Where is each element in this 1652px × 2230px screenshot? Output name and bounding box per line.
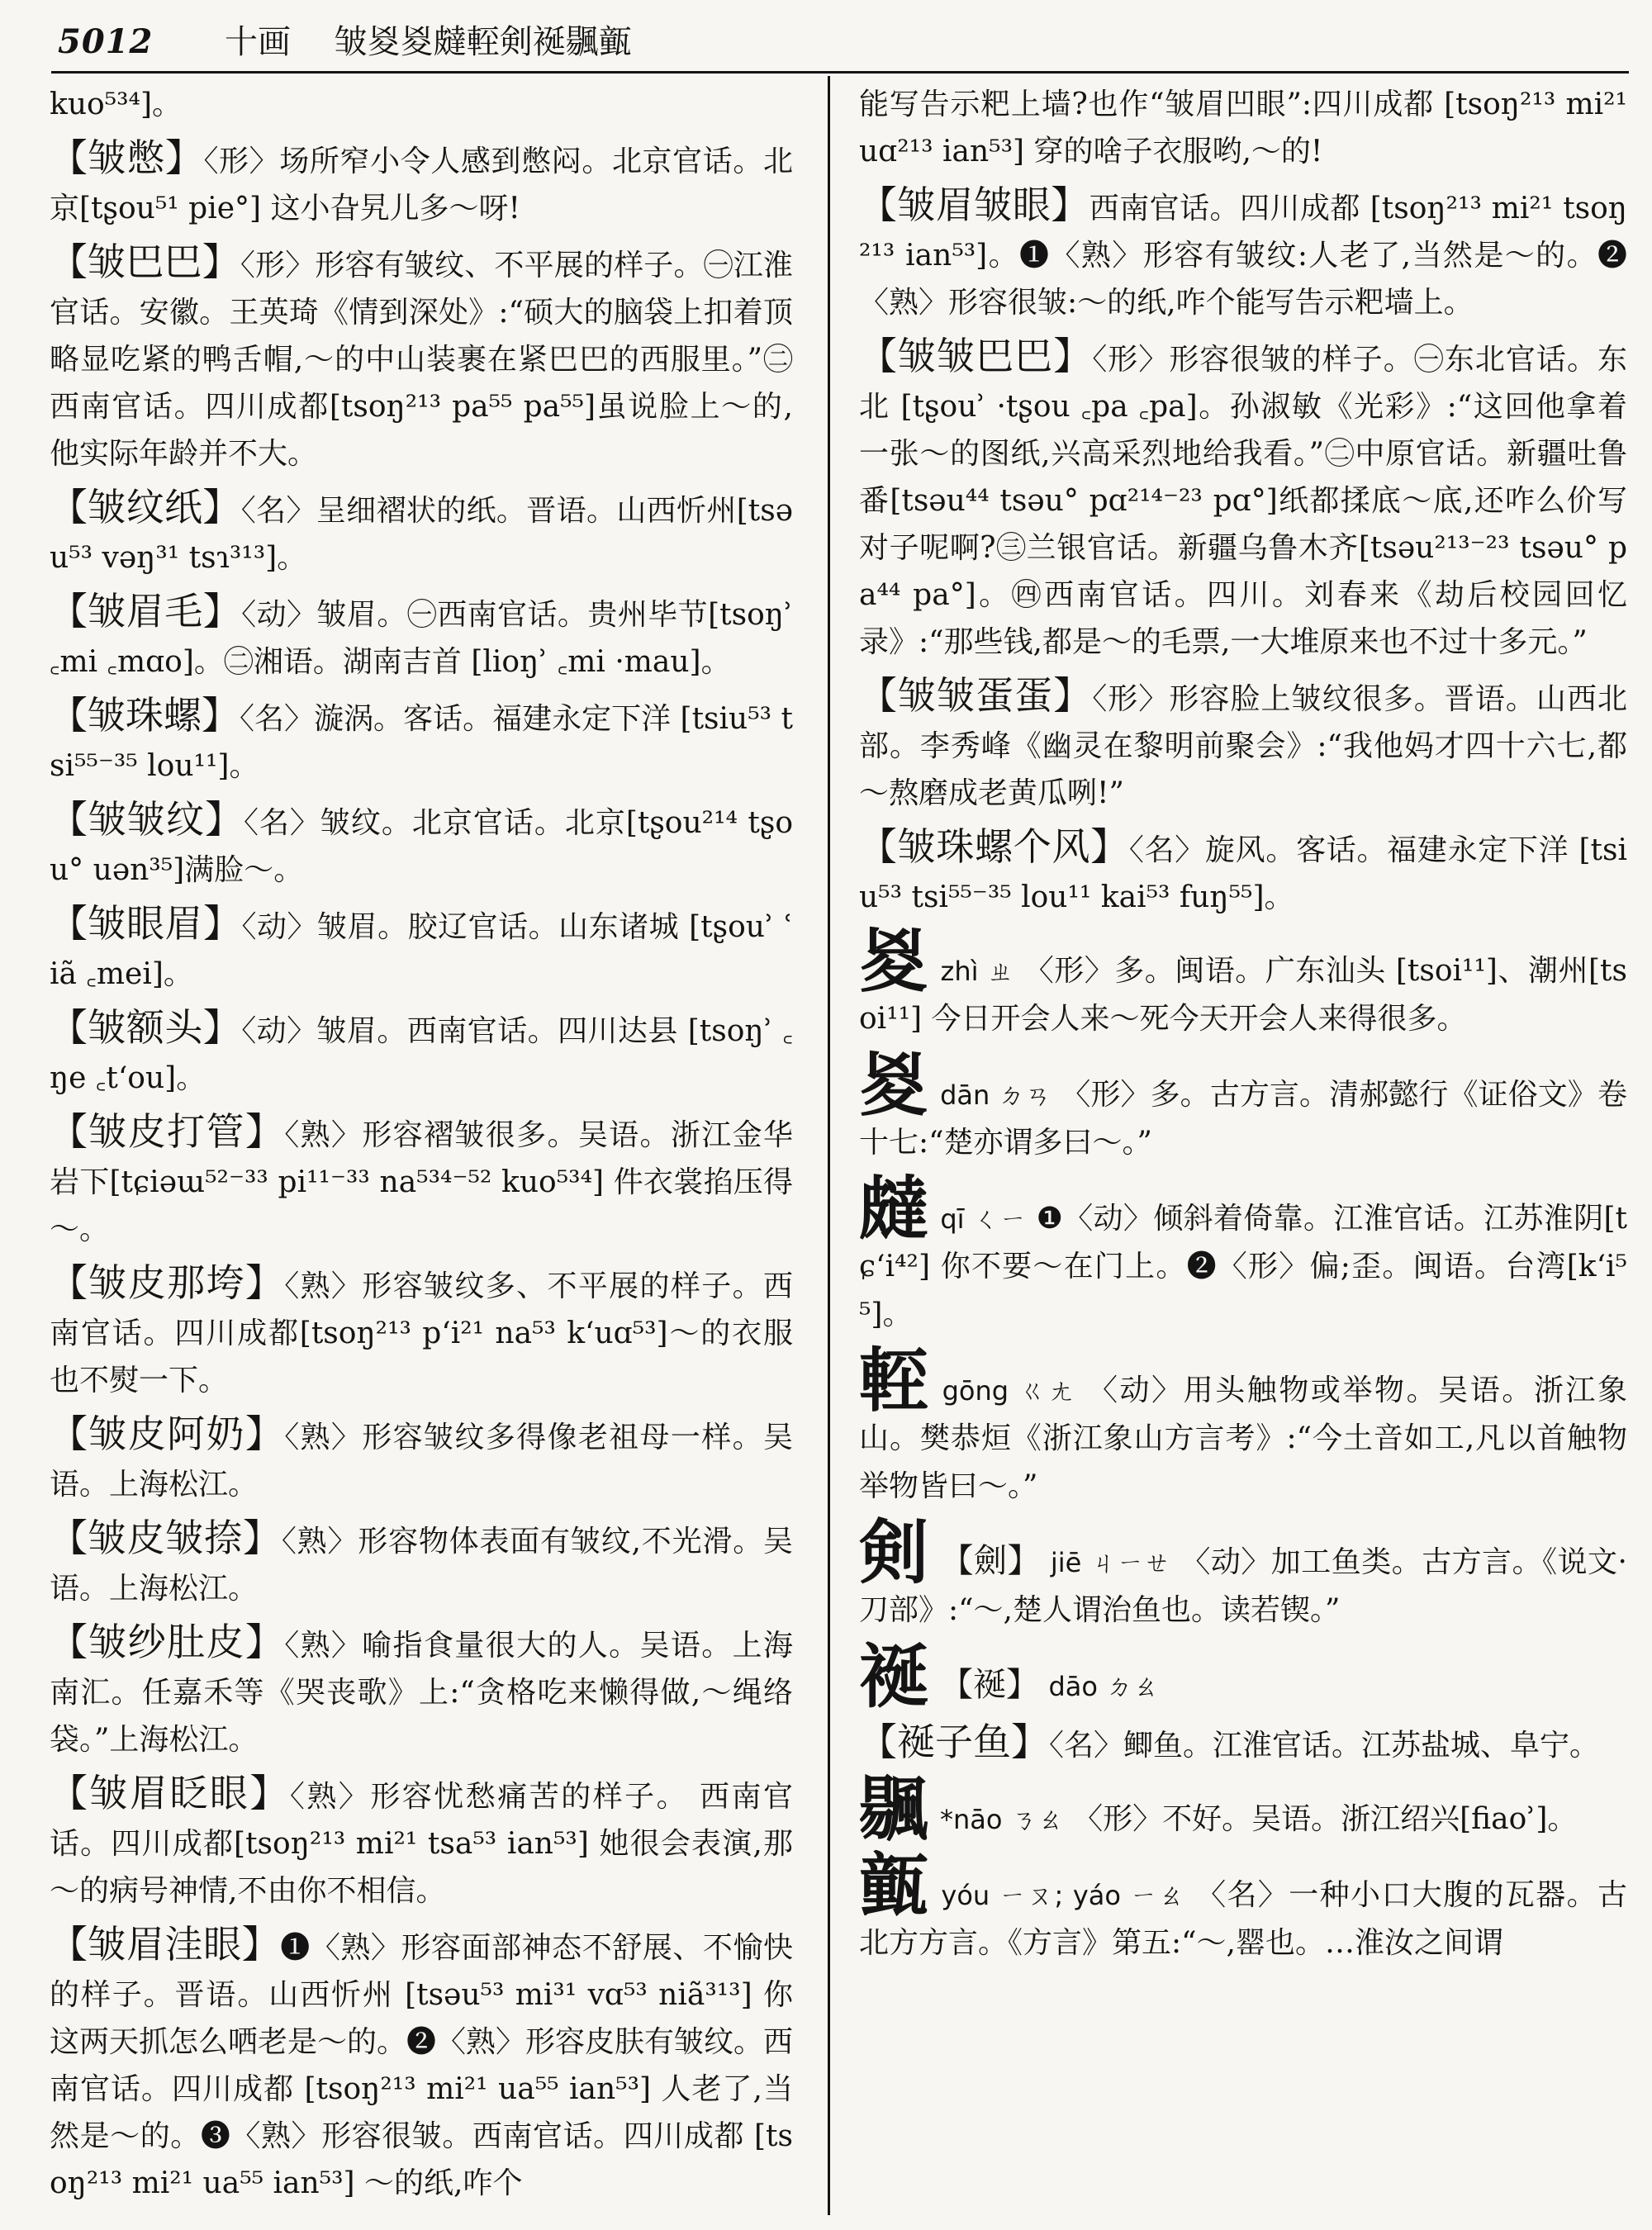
head-character: 䡖	[859, 1340, 931, 1421]
character-entry: 䬗 *nāo ㄋㄠ 〈形〉不好。吴语。浙江绍兴[fiaoʾ]。	[859, 1768, 1578, 1850]
headword: 【皱巴巴】	[50, 240, 240, 284]
entry: 【皱巴巴】〈形〉形容有皱纹、不平展的样子。㊀江淮官话。安徽。王英琦《情到深处》:“硕大的脑袋上扣着顶略显吃紧的鸭舌帽,～的中山装裹在紧巴巴的西服里。”㊁西南官话。四川成都[tsoŋ²¹³ pa⁵⁵ pa⁵⁵]虽说脸上～的,他实际年龄并不大。	[50, 240, 793, 471]
pinyin: dāo ㄉㄠ	[1048, 1671, 1160, 1702]
stroke-count: 十画	[225, 23, 292, 61]
headword: 【皱眼眉】	[50, 901, 242, 946]
headword: 【皱皮打管】	[50, 1109, 285, 1154]
headword: 【皱皮阿奶】	[50, 1412, 285, 1456]
headword: 【䘰子鱼】	[859, 1720, 1049, 1764]
entry: 【皱珠螺个风】〈名〉旋风。客话。福建永定下洋 [tsiu⁵³ tsi⁵⁵⁻³⁵ lou¹¹ kai⁵³ fuŋ⁵⁵]。	[859, 824, 1627, 914]
head-character: 㚇	[859, 1044, 929, 1126]
entry: 能写告示粑上墙?也作“皱眉凹眼”:四川成都 [tsoŋ²¹³ mi²¹ uɑ²¹³ ian⁵³] 穿的啥子衣服哟,～的!	[859, 88, 1627, 168]
character-entry: 㿹qī ㄑㄧ ❶〈动〉倾斜着倚靠。江淮官话。江苏淮阴[tɕ‘i⁴²] 你不要～在门上。❷〈形〉偏;歪。闽语。台湾[k‘i⁵⁵]。	[859, 1168, 1627, 1331]
entry: 【皱皱巴巴】〈形〉形容很皱的样子。㊀东北官话。东北 [tʂouʾ ·tʂou ꜀pa ꜀pa]。孙淑敏《光彩》:“这回他拿着一张～的图纸,兴高采烈地给我看。”㊁中原官话。新疆吐鲁番[tsəu⁴⁴ tsəu° pɑ²¹⁴⁻²³ pɑ°]纸都揉底～底,还咋么价写对子呢啊?㊂兰银官话。新疆乌鲁木齐[tsəu²¹³⁻²³ tsəu° pa⁴⁴ pa°]。㊃西南官话。四川。刘春来《劫后校园回忆录》:“那些钱,都是～的毛票,一大堆原来也不过十多元。”	[859, 334, 1627, 659]
headword: 【皱皱蛋蛋】	[859, 673, 1093, 718]
pinyin: gōng ㄍㄤ	[942, 1375, 1076, 1407]
head-character: 剣	[859, 1511, 929, 1593]
headword: 【皱憋】	[50, 135, 204, 180]
character-entry: 㼿yóu ㄧㄡ; yáo ㄧㄠ 〈名〉一种小口大腹的瓦器。古北方方言。《方言》第五:“～,罂也。…淮汝之间谓	[859, 1844, 1627, 1960]
pinyin: zhì ㄓ	[940, 956, 1014, 987]
entry: kuo⁵³⁴]。	[50, 88, 183, 121]
traditional-form: 【劍】	[940, 1542, 1041, 1580]
headword: 【皱珠螺】	[50, 693, 240, 738]
headword: 【皱皱巴巴】	[859, 334, 1093, 378]
entry: 【皱眉眨眼】〈熟〉形容忧愁痛苦的样子。 西南官话。四川成都[tsoŋ²¹³ mi²¹ tsa⁵³ ian⁵³] 她很会表演,那～的病号神情,不由你不相信。	[50, 1771, 794, 1908]
headword: 【皱眉洼眼】	[50, 1922, 281, 1967]
header-rule	[51, 71, 1629, 74]
pinyin: yóu ㄧㄡ; yáo ㄧㄠ	[941, 1880, 1186, 1911]
head-character: 㼿	[859, 1844, 930, 1926]
pinyin: qī ㄑㄧ	[940, 1203, 1027, 1235]
entry: 【皱皮皱捺】〈熟〉形容物体表面有皱纹,不光滑。吴语。上海松江。	[50, 1516, 793, 1606]
character-entry: 剣 【劍】 jiē ㄐㄧㄝ 〈动〉加工鱼类。古方言。《说文·刀部》:“～,楚人谓治鱼也。读若锲。”	[859, 1511, 1627, 1627]
entry: 【䘰子鱼】〈名〉鲫鱼。江淮官话。江苏盐城、阜宁。	[859, 1720, 1600, 1764]
entry: 【皱额头】〈动〉皱眉。西南官话。四川达县 [tsoŋʾ ꜀ŋe ꜀t‘ou]。	[50, 1005, 793, 1095]
character-entry: 㚇zhì ㄓ 〈形〉多。闽语。广东汕头 [tsoi¹¹]、潮州[tsoi¹¹] 今日开会人来～死今天开会人来得很多。	[859, 920, 1627, 1036]
right-column	[859, 78, 1627, 1976]
entry: 【皱皱蛋蛋】〈形〉形容脸上皱纹很多。晋语。山西北部。李秀峰《幽灵在黎明前聚会》:“我他妈才四十六七,都～熬磨成老黄瓜咧!”	[859, 673, 1627, 810]
pinyin: *nāo ㄋㄠ	[940, 1804, 1064, 1835]
head-character: 䘰	[859, 1635, 929, 1717]
headword: 【皱眉毛】	[50, 589, 242, 633]
headword: 【皱额头】	[50, 1005, 242, 1050]
entry: 【皱眉洼眼】❶〈熟〉形容面部神态不舒展、不愉快的样子。晋语。山西忻州 [tsəu⁵³ mi³¹ vɑ⁵³ niã³¹³] 你这两天抓怎么哂老是～的。❷〈熟〉形容皮肤有皱纹。西南官话。四川成都 [tsoŋ²¹³ mi²¹ ua⁵⁵ ian⁵³] 人老了,当然是～的。❸〈熟〉形容很皱。西南官话。四川成都 [tsoŋ²¹³ mi²¹ ua⁵⁵ ian⁵³] ～的纸,咋个	[50, 1922, 794, 2200]
entry: 【皱皱纹】〈名〉皱纹。北京官话。北京[tʂou²¹⁴ tʂou° uən³⁵]满脸～。	[50, 797, 794, 887]
head-character: 㚇	[859, 920, 929, 1002]
pinyin: dān ㄉㄢ	[940, 1079, 1051, 1111]
traditional-form: 【䘰】	[940, 1666, 1040, 1704]
headword: 【皱纱肚皮】	[50, 1620, 285, 1664]
headword: 【皱珠螺个风】	[859, 824, 1129, 869]
headword: 【皱纹纸】	[50, 485, 241, 529]
headword: 【皱皱纹】	[50, 797, 244, 842]
headword: 【皱眉皱眼】	[859, 183, 1089, 227]
headword: 【皱眉眨眼】	[50, 1771, 290, 1815]
character-entry: 㚇dān ㄉㄢ 〈形〉多。古方言。清郝懿行《证俗文》卷十七:“楚亦谓多曰～。”	[859, 1044, 1627, 1160]
headword: 【皱皮那垮】	[50, 1260, 285, 1305]
pinyin: jiē ㄐㄧㄝ	[1050, 1547, 1171, 1578]
entry: 【皱眉毛】〈动〉皱眉。㊀西南官话。贵州毕节[tsoŋʾ ꜀mi ꜀mɑo]。㊁湘语。湖南吉首 [lioŋʾ ꜀mi ·mau]。	[50, 589, 794, 679]
page-header	[58, 15, 1611, 69]
entry: 【皱皮那垮】〈熟〉形容皱纹多、不平展的样子。西南官话。四川成都[tsoŋ²¹³ p‘i²¹ na⁵³ k‘uɑ⁵³]～的衣服也不熨一下。	[50, 1260, 793, 1397]
entry: 【皱憋】〈形〉场所窄小令人感到憋闷。北京官话。北京[tʂou⁵¹ pie°] 这小旮旯儿多～呀!	[50, 135, 793, 225]
column-divider	[828, 76, 830, 2215]
headword: 【皱皮皱捺】	[50, 1516, 282, 1560]
header-characters: 皱㚇㚇㿹䡖剣䘰䬗㼿	[334, 23, 632, 61]
character-entry: 䡖gōng ㄍㄤ 〈动〉用头触物或举物。吴语。浙江象山。樊恭烜《浙江象山方言考》:“今土音如工,凡以首触物举物皆曰～。”	[859, 1340, 1627, 1503]
character-entry	[859, 1635, 1627, 1717]
left-column	[50, 78, 793, 2213]
entry: 【皱纹纸】〈名〉呈细褶状的纸。晋语。山西忻州[tsəu⁵³ vəŋ³¹ tsɿ³¹³]。	[50, 485, 794, 575]
entry: 【皱眉皱眼】西南官话。四川成都 [tsoŋ²¹³ mi²¹ tsoŋ²¹³ ian⁵³]。❶〈熟〉形容有皱纹:人老了,当然是～的。❷〈熟〉形容很皱:～的纸,咋个能写告示粑墙上。	[859, 183, 1627, 320]
entry: 【皱珠螺】〈名〉漩涡。客话。福建永定下洋 [tsiu⁵³ tsi⁵⁵⁻³⁵ lou¹¹]。	[50, 693, 794, 783]
entry: 【皱皮阿奶】〈熟〉形容皱纹多得像老祖母一样。吴语。上海松江。	[50, 1412, 793, 1502]
head-character: 䬗	[859, 1768, 929, 1850]
entry: 【皱眼眉】〈动〉皱眉。胶辽官话。山东诸城 [tʂouʾ ʿiã ꜀mei]。	[50, 901, 794, 991]
entry: 【皱纱肚皮】〈熟〉喻指食量很大的人。吴语。上海南汇。任嘉禾等《哭丧歌》上:“贪格吃来懒得做,～绳络袋。”上海松江。	[50, 1620, 793, 1757]
head-character: 㿹	[859, 1168, 929, 1250]
entry: 【皱皮打管】〈熟〉形容褶皱很多。吴语。浙江金华岩下[tɕiəɯ⁵²⁻³³ pi¹¹⁻³³ na⁵³⁴⁻⁵² kuo⁵³⁴] 件衣裳掐压得～。	[50, 1109, 793, 1246]
page-number: 5012	[58, 22, 154, 61]
